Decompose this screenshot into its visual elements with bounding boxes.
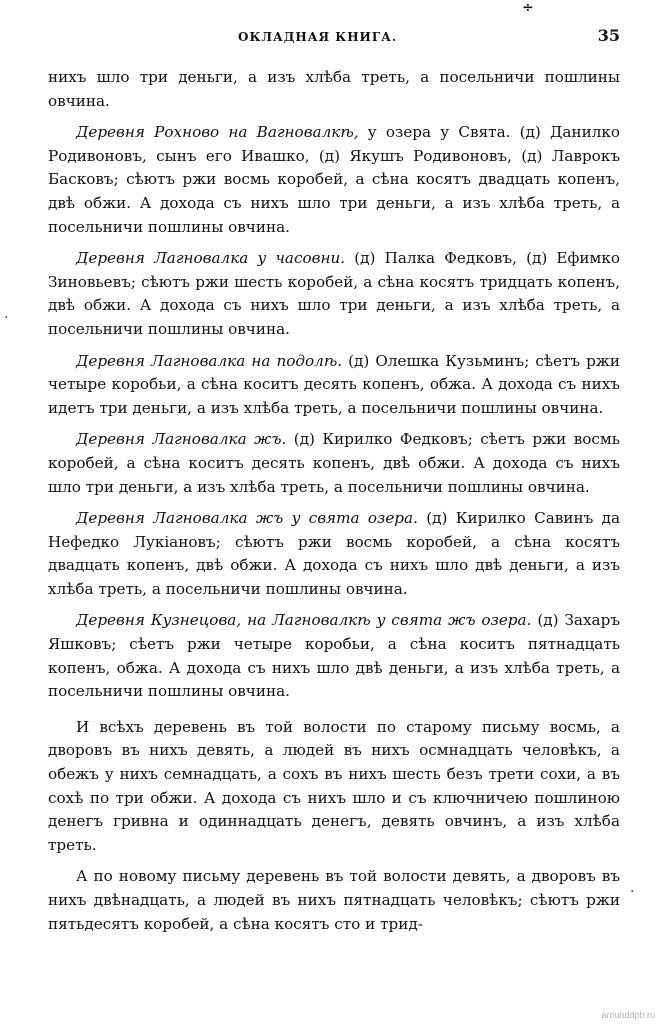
paragraph-4 [48, 350, 620, 421]
paragraph-text: у озера у Свята. (д) Данилко Родивоновъ, сынъ его Ивашко, (д) Якушъ Родивоновъ, (д) Лаврокъ Басковъ; сѣютъ ржи восмь коробей, а сѣна косятъ двадцать копенъ, двѣ обжи. А дохода съ нихъ шло три деньги, а изъ хлѣба треть, а посельничи пошлины овчина. [48, 123, 620, 236]
village-name: Деревня Лагновалка жъ. [76, 430, 287, 449]
paragraph-text: А по новому письму деревень въ той волости девять, а дворовъ въ нихъ двѣнадцать, а людей въ нихъ пятнадцать человѣкъ; сѣютъ ржи пятьдесятъ коробей, а сѣна косятъ сто и трид- [48, 867, 620, 933]
margin-speck: · [630, 884, 635, 900]
paragraph-8 [48, 716, 620, 858]
header-ornament: ÷ [522, 0, 534, 16]
paragraph-1 [48, 66, 620, 113]
paragraph-text: (д) Кирилко Савинъ да Нефедко Лукіановъ; сѣютъ ржи восмь коробей, а сѣна косятъ двадцать копенъ, двѣ обжи. А дохода съ нихъ шло двѣ деньги, а изъ хлѣба треть, а посельничи пошлины овчина. [48, 509, 620, 598]
running-title: ОКЛАДНАЯ КНИГА. [238, 30, 398, 44]
paragraph-text: нихъ шло три деньги, а изъ хлѣба треть, а посельничи пошлины овчина. [48, 68, 620, 110]
paragraph-3 [48, 247, 620, 341]
paragraph-text: (д) Олешка Кузьминъ; сѣетъ ржи четыре коробьи, а сѣна коситъ десять копенъ, обжа. А дохода съ нихъ идетъ три деньги, а изъ хлѣба треть, а посельничи пошлины овчина. [48, 351, 620, 417]
margin-speck: · [4, 310, 9, 326]
document-page [48, 0, 620, 936]
paragraph-6 [48, 507, 620, 601]
paragraph-9 [48, 865, 620, 936]
running-head [48, 0, 620, 45]
paragraph-2 [48, 121, 620, 239]
page-number: 35 [597, 26, 620, 45]
paragraph-text: (д) Кирилко Федковъ; сѣетъ ржи восмь коробей, а сѣна коситъ десять копенъ, двѣ обжи. А дохода съ нихъ шло три деньги, а изъ хлѣба треть, а посельничи пошлины овчина. [48, 430, 620, 496]
paragraph-text: (д) Захаръ Яшковъ; сѣетъ ржи четыре коробьи, а сѣна коситъ пятнадцать копенъ, обжа. А дохода съ нихъ шло двѣ деньги, а изъ хлѣба треть, а посельничи пошлины овчина. [48, 611, 620, 701]
village-name: Деревня Лагновалка на подолѣ. [76, 351, 343, 370]
paragraph-text: (д) Палка Федковъ, (д) Ефимко Зиновьевъ; сѣютъ ржи шесть коробей, а сѣна косятъ тридцать копенъ, двѣ обжи. А дохода съ нихъ шло три деньги, а изъ хлѣба треть, а посельничи пошлины овчина. [48, 249, 620, 338]
watermark: arounddpb.ru [601, 1010, 655, 1020]
village-name: Деревня Рохново на Вагновалкѣ, [76, 123, 359, 142]
paragraph-5 [48, 428, 620, 499]
village-name: Деревня Кузнецова, на Лагновалкѣ у свята жъ озера. [76, 611, 532, 630]
paragraph-text: И всѣхъ деревень въ той волости по старому письму восмь, а дворовъ въ нихъ девять, а людей въ нихъ осмнадцать человѣкъ, а обежъ у нихъ семнадцать, а сохъ въ нихъ шесть безъ трети сохи, а въ сохѣ по три обжи. А дохода съ нихъ шло и съ ключничею пошлиною денегъ гривна и одиннадцать денегъ, девять овчинъ, а изъ хлѣба треть. [48, 717, 620, 854]
paragraph-7 [48, 609, 620, 703]
village-name: Деревня Лагновалка у часовни. [76, 249, 346, 268]
village-name: Деревня Лагновалка жъ у свята озера. [76, 509, 418, 528]
